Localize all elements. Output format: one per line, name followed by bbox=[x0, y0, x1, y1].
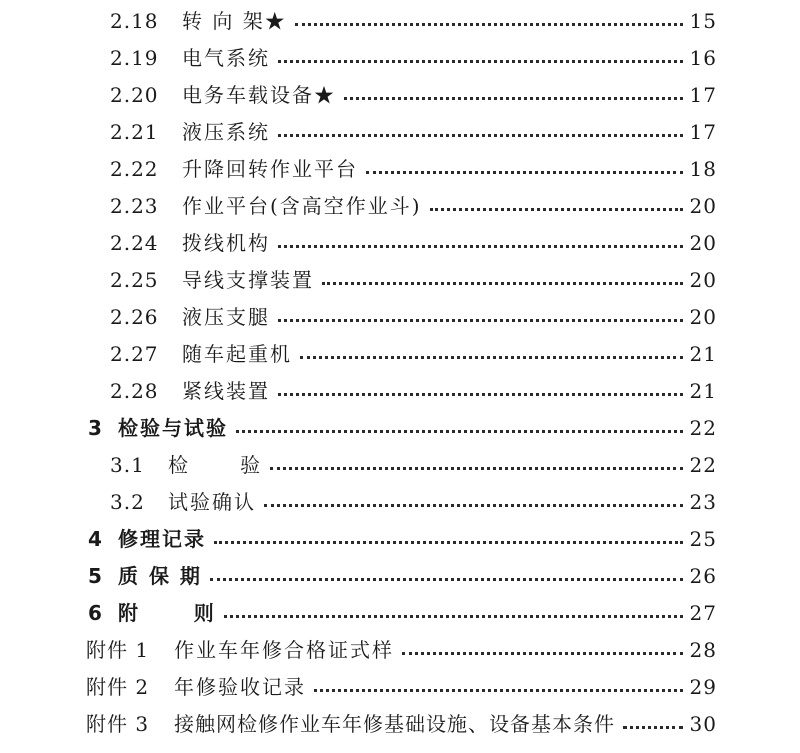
toc-entry-number: 附件 2 bbox=[86, 675, 150, 699]
toc-entry[interactable] bbox=[110, 188, 717, 224]
toc-entry-title: 修理记录 bbox=[118, 527, 206, 551]
toc-entry-title: 拨线机构 bbox=[182, 231, 270, 255]
toc-entry-number: 3.1 bbox=[110, 453, 145, 477]
toc-entry-number: 3.2 bbox=[110, 490, 145, 514]
toc-entry-title: 检验与试验 bbox=[118, 416, 228, 440]
toc-chapter[interactable] bbox=[88, 595, 717, 631]
dot-leader bbox=[278, 393, 683, 396]
toc-entry-number: 附件 3 bbox=[86, 712, 150, 736]
toc-entry-page: 30 bbox=[689, 712, 717, 736]
dot-leader bbox=[264, 504, 683, 507]
toc-attachment[interactable] bbox=[86, 669, 717, 705]
dot-leader bbox=[314, 689, 683, 692]
toc-entry-number: 附件 1 bbox=[86, 638, 150, 662]
dot-leader bbox=[224, 615, 683, 618]
dot-leader bbox=[210, 578, 683, 581]
toc-entry-page: 18 bbox=[689, 157, 717, 181]
toc-entry[interactable] bbox=[110, 77, 717, 113]
dot-leader bbox=[278, 134, 683, 137]
toc-entry-title: 随车起重机 bbox=[182, 342, 292, 366]
toc-entry-title: 年修验收记录 bbox=[174, 675, 306, 699]
toc-entry-title: 试验确认 bbox=[168, 490, 256, 514]
dot-leader bbox=[278, 60, 683, 63]
toc-entry-number: 2.19 bbox=[110, 46, 159, 70]
toc-entry[interactable] bbox=[110, 114, 717, 150]
toc-entry-title: 接触网检修作业车年修基础设施、设备基本条件 bbox=[174, 712, 615, 736]
toc-entry-page: 23 bbox=[689, 490, 717, 514]
toc-chapter[interactable] bbox=[88, 410, 717, 446]
toc-entry-page: 20 bbox=[689, 305, 717, 329]
toc-chapter[interactable] bbox=[88, 558, 717, 594]
toc-entry-page: 26 bbox=[689, 564, 717, 588]
dot-leader bbox=[300, 356, 683, 359]
toc-entry-title: 液压系统 bbox=[182, 120, 270, 144]
toc-entry-title: 质 保 期 bbox=[118, 564, 202, 588]
toc-entry-page: 21 bbox=[689, 342, 717, 366]
toc-entry-number: 4 bbox=[88, 527, 103, 551]
toc-entry[interactable] bbox=[110, 447, 717, 483]
toc-entry-title: 电务车载设备★ bbox=[182, 83, 336, 107]
dot-leader bbox=[344, 97, 683, 100]
dot-leader bbox=[430, 208, 683, 211]
toc-entry[interactable] bbox=[110, 225, 717, 261]
toc-entry-page: 20 bbox=[689, 268, 717, 292]
toc-entry-title: 作业平台(含高空作业斗) bbox=[182, 194, 422, 218]
dot-leader bbox=[322, 282, 683, 285]
toc-entry[interactable] bbox=[110, 3, 717, 39]
toc-entry-number: 2.20 bbox=[110, 83, 159, 107]
toc-entry-title: 紧线装置 bbox=[182, 379, 270, 403]
toc-entry[interactable] bbox=[110, 151, 717, 187]
dot-leader bbox=[236, 430, 683, 433]
toc-entry-title: 检 验 bbox=[168, 453, 263, 477]
dot-leader bbox=[278, 319, 683, 322]
dot-leader bbox=[623, 726, 683, 729]
toc-entry-title: 附 则 bbox=[118, 601, 216, 625]
toc-entry-page: 20 bbox=[689, 194, 717, 218]
toc-entry-page: 17 bbox=[689, 83, 717, 107]
dot-leader bbox=[270, 467, 683, 470]
toc-entry-number: 2.25 bbox=[110, 268, 159, 292]
toc-entry-title: 液压支腿 bbox=[182, 305, 270, 329]
toc-entry-page: 27 bbox=[689, 601, 717, 625]
dot-leader bbox=[402, 652, 683, 655]
toc-entry-title: 导线支撑装置 bbox=[182, 268, 314, 292]
toc-entry[interactable] bbox=[110, 484, 717, 520]
dot-leader bbox=[214, 541, 683, 544]
toc-entry-number: 2.27 bbox=[110, 342, 159, 366]
toc-entry-page: 16 bbox=[689, 46, 717, 70]
toc-entry[interactable] bbox=[110, 40, 717, 76]
toc-entry-title: 升降回转作业平台 bbox=[182, 157, 358, 181]
toc-entry-page: 20 bbox=[689, 231, 717, 255]
toc-entry-page: 22 bbox=[689, 416, 717, 440]
toc-entry-title: 作业车年修合格证式样 bbox=[174, 638, 394, 662]
toc-entry-title: 转 向 架★ bbox=[182, 9, 287, 33]
toc-entry-number: 3 bbox=[88, 416, 103, 440]
toc-chapter[interactable] bbox=[88, 521, 717, 557]
toc-entry-page: 17 bbox=[689, 120, 717, 144]
toc-entry-page: 15 bbox=[689, 9, 717, 33]
toc-entry-page: 22 bbox=[689, 453, 717, 477]
toc-entry[interactable] bbox=[110, 336, 717, 372]
dot-leader bbox=[278, 245, 683, 248]
toc-entry-number: 6 bbox=[88, 601, 103, 625]
toc-entry-number: 2.26 bbox=[110, 305, 159, 329]
toc-entry-page: 25 bbox=[689, 527, 717, 551]
toc-attachment[interactable] bbox=[86, 632, 717, 668]
toc-entry-number: 2.24 bbox=[110, 231, 159, 255]
toc-entry-page: 29 bbox=[689, 675, 717, 699]
toc-entry-number: 2.21 bbox=[110, 120, 159, 144]
toc-entry-number: 2.23 bbox=[110, 194, 159, 218]
dot-leader bbox=[295, 23, 683, 26]
dot-leader bbox=[366, 171, 683, 174]
toc-entry-number: 2.22 bbox=[110, 157, 159, 181]
toc-attachment[interactable] bbox=[86, 706, 717, 742]
toc-entry[interactable] bbox=[110, 262, 717, 298]
toc-entry-number: 2.28 bbox=[110, 379, 159, 403]
toc-entry[interactable] bbox=[110, 373, 717, 409]
toc-entry-title: 电气系统 bbox=[182, 46, 270, 70]
toc-entry-page: 28 bbox=[689, 638, 717, 662]
toc-entry-number: 2.18 bbox=[110, 9, 159, 33]
toc-entry-number: 5 bbox=[88, 564, 103, 588]
toc-entry-page: 21 bbox=[689, 379, 717, 403]
toc-entry[interactable] bbox=[110, 299, 717, 335]
